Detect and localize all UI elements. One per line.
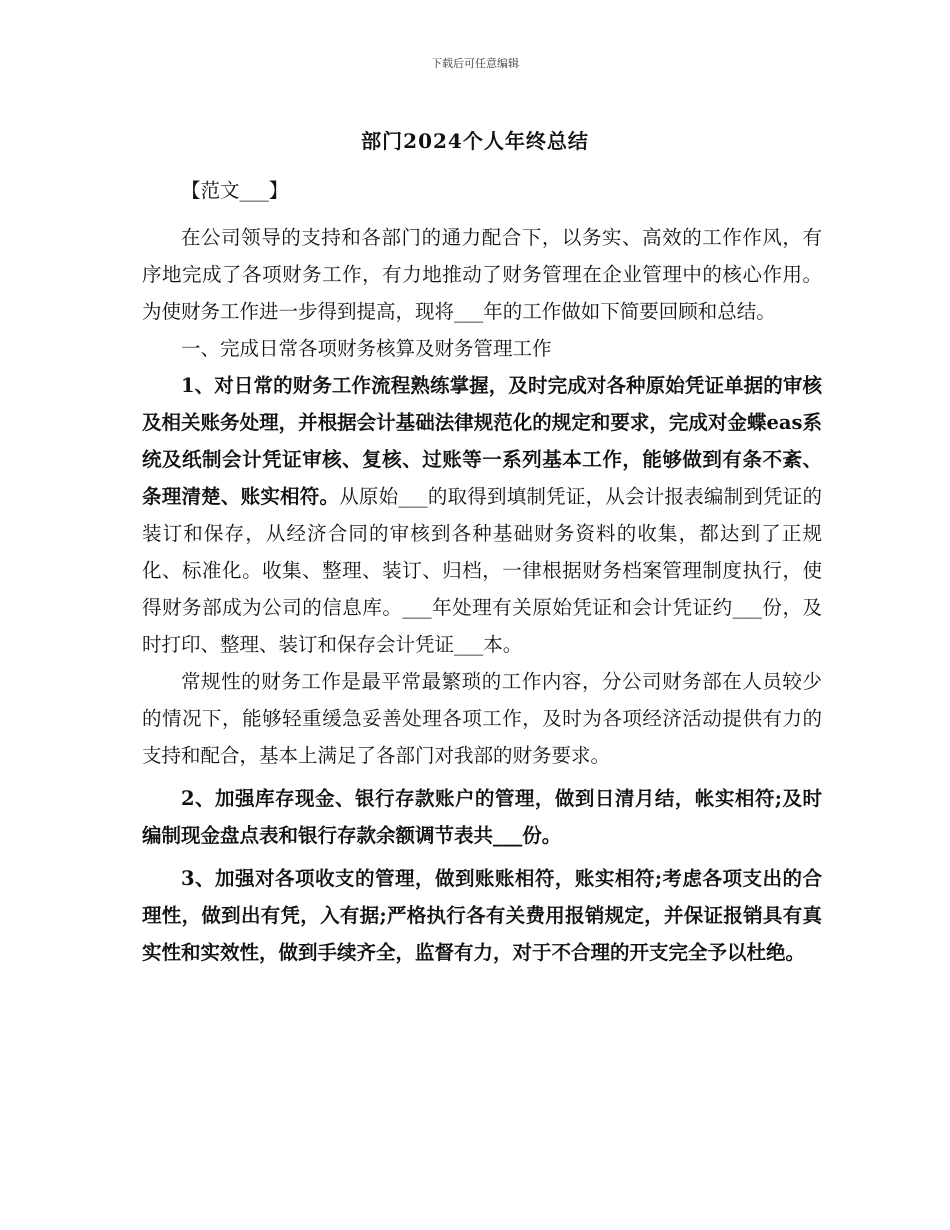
item-3-paragraph: 3、加强对各项收支的管理，做到账账相符，账实相符;考虑各项支出的合理性，做到出有凭，入有据;严格执行各有关费用报销规定，并保证报销具有真实性和实效性，做到手续齐全，监督有力，对于不合理的开支完全予以杜绝。 [142, 867, 822, 964]
item-1-paragraph [142, 367, 822, 663]
item-1-normal-text: 从原始___的取得到填制凭证，从会计报表编制到凭证的装订和保存，从经济合同的审核到各种基础财务资料的收集，都达到了正规化、标准化。收集、整理、装订、归档，一律根据财务档案管理制度执行，使得财务部成为公司的信息库。___年处理有关原始凭证和会计凭证约___份，及时打印、整理、装订和保存会计凭证___本。 [142, 485, 822, 656]
item-1-bold-text: 1、对日常的财务工作流程熟练掌握，及时完成对各种原始凭证单据的审核及相关账务处理，并根据会计基础法律规范化的规定和要求，完成对金蝶eas系统及纸制会计凭证审核、复核、过账等一系列基本工作，能够做到有条不紊、条理清楚、账实相符。 [142, 374, 822, 508]
section-heading: 一、完成日常各项财务核算及财务管理工作 [181, 337, 552, 360]
template-tag: 【范文___】 [181, 179, 289, 202]
intro-paragraph: 在公司领导的支持和各部门的通力配合下，以务实、高效的工作作风，有序地完成了各项财务工作，有力地推动了财务管理在企业管理中的核心作用。为使财务工作进一步得到提高，现将___年的工作做如下简要回顾和总结。 [142, 226, 822, 323]
item-2-paragraph: 2、加强库存现金、银行存款账户的管理，做到日清月结，帐实相符;及时编制现金盘点表和银行存款余额调节表共___份。 [142, 787, 822, 847]
document-title: 部门2024个人年终总结 [361, 129, 589, 153]
routine-paragraph: 常规性的财务工作是最平常最繁琐的工作内容，分公司财务部在人员较少的情况下，能够轻重缓急妥善处理各项工作，及时为各项经济活动提供有力的支持和配合，基本上满足了各部门对我部的财务要求。 [142, 670, 822, 767]
document-body [142, 172, 822, 971]
header-note: 下载后可任意编辑 [431, 57, 519, 70]
